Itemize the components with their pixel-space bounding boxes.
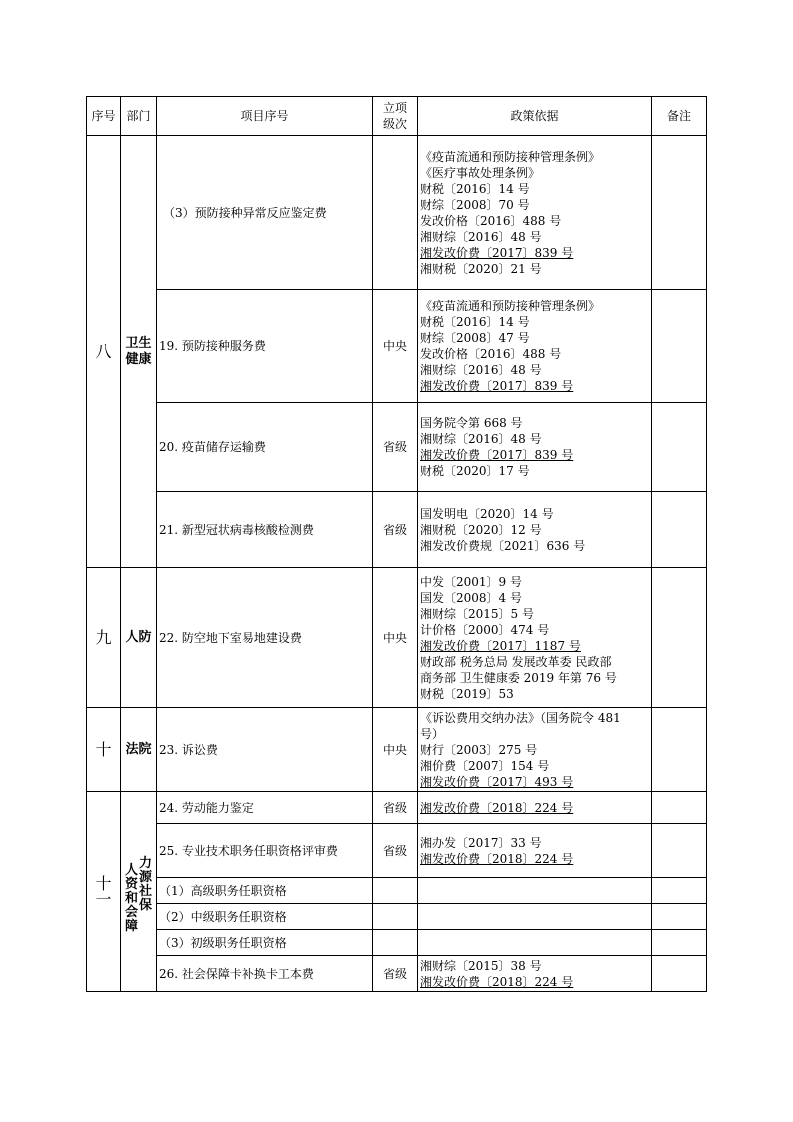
- level-cell: 省级: [373, 403, 418, 492]
- group-seq: 十: [87, 708, 121, 792]
- policy-cell: [418, 930, 652, 956]
- table-row: [87, 136, 707, 290]
- level-cell: [373, 930, 418, 956]
- dept-char: 源: [138, 869, 152, 885]
- policy-cell: [418, 708, 652, 792]
- group-dept: 人防: [121, 568, 157, 708]
- level-cell: 中央: [373, 290, 418, 403]
- level-cell: 省级: [373, 492, 418, 568]
- header-level: [373, 97, 418, 136]
- group-seq: 九: [87, 568, 121, 708]
- header-dept: 部门: [121, 97, 157, 136]
- policy-line: 财税〔2016〕14 号: [420, 315, 530, 329]
- table-row: [87, 878, 707, 904]
- note-cell: [652, 492, 707, 568]
- policy-cell: [418, 403, 652, 492]
- policy-cell: [418, 136, 652, 290]
- table-row: [87, 904, 707, 930]
- policy-line: 《医疗事故处理条例》: [420, 165, 541, 180]
- policy-line: 国务院令第 668 号: [420, 416, 523, 430]
- item-cell: （3）初级职务任职资格: [157, 930, 373, 956]
- item-cell: 24. 劳动能力鉴定: [157, 792, 373, 824]
- group-dept: 法院: [121, 708, 157, 792]
- policy-line: 《疫苗流通和预防接种管理条例》: [420, 149, 601, 164]
- header-row: [87, 97, 707, 136]
- dept-char: 资: [124, 876, 138, 892]
- dept-char: 人: [124, 862, 138, 878]
- note-cell: [652, 136, 707, 290]
- item-cell: （2）中级职务任职资格: [157, 904, 373, 930]
- level-cell: 省级: [373, 792, 418, 824]
- header-level-line2: 级次: [382, 117, 407, 131]
- header-level-line1: 立项: [382, 101, 407, 115]
- policy-line: 湘价费〔2007〕154 号: [420, 758, 550, 773]
- level-cell: 中央: [373, 708, 418, 792]
- table-row: [87, 403, 707, 492]
- policy-line: 国发明电〔2020〕14 号: [420, 506, 554, 521]
- policy-cell: [418, 956, 652, 992]
- policy-line: 湘发改价费〔2018〕224 号: [420, 974, 574, 989]
- note-cell: [652, 956, 707, 992]
- policy-cell: [418, 878, 652, 904]
- policy-cell: [418, 792, 652, 824]
- policy-line: 商务部 卫生健康委 2019 年第 76 号: [420, 670, 617, 685]
- policy-line: 湘财综〔2015〕5 号: [420, 606, 534, 621]
- policy-line: 财政部 税务总局 发展改革委 民政部: [420, 654, 612, 669]
- policy-line: 中发〔2001〕9 号: [420, 574, 522, 589]
- note-cell: [652, 403, 707, 492]
- policy-line: 发改价格〔2016〕488 号: [420, 347, 562, 361]
- policy-cell: [418, 824, 652, 878]
- item-cell: （1）高级职务任职资格: [157, 878, 373, 904]
- policy-line: 财税〔2016〕14 号: [420, 181, 530, 196]
- header-item: 项目序号: [157, 97, 373, 136]
- dept-char: 保: [138, 897, 152, 913]
- policy-line: 湘发改价费〔2018〕224 号: [420, 800, 574, 815]
- header-policy: 政策依据: [418, 97, 652, 136]
- policy-cell: [418, 290, 652, 403]
- dept-col-right: [139, 857, 153, 927]
- policy-line: 财综〔2008〕70 号: [420, 197, 530, 212]
- table-row: [87, 824, 707, 878]
- dept-char: 障: [124, 918, 138, 934]
- table-row: [87, 930, 707, 956]
- item-cell: 20. 疫苗储存运输费: [157, 403, 373, 492]
- policy-line: 湘发改价费〔2017〕1187 号: [420, 638, 581, 653]
- policy-line: 财综〔2008〕47 号: [420, 331, 530, 345]
- table-row: [87, 792, 707, 824]
- header-seq: 序号: [87, 97, 121, 136]
- policy-line: 国发〔2008〕4 号: [420, 590, 522, 605]
- fee-table: [86, 96, 707, 992]
- item-cell: 26. 社会保障卡补换卡工本费: [157, 956, 373, 992]
- policy-cell: [418, 568, 652, 708]
- level-cell: [373, 136, 418, 290]
- note-cell: [652, 568, 707, 708]
- note-cell: [652, 930, 707, 956]
- level-cell: 省级: [373, 824, 418, 878]
- policy-line: 湘财综〔2015〕38 号: [420, 958, 542, 973]
- dept-col-left: [125, 850, 139, 934]
- note-cell: [652, 708, 707, 792]
- policy-line: 湘办发〔2017〕33 号: [420, 835, 542, 850]
- note-cell: [652, 904, 707, 930]
- level-cell: [373, 904, 418, 930]
- dept-char: 会: [124, 904, 138, 920]
- policy-line: 湘发改价费〔2017〕839 号: [420, 245, 574, 260]
- policy-line: 湘发改价费〔2017〕839 号: [420, 448, 574, 462]
- level-cell: [373, 878, 418, 904]
- group-seq: 十一: [87, 792, 121, 992]
- policy-line: 湘财税〔2020〕12 号: [420, 522, 542, 537]
- policy-line: 号）: [420, 726, 445, 741]
- table-row: [87, 568, 707, 708]
- item-cell: 19. 预防接种服务费: [157, 290, 373, 403]
- item-cell: 21. 新型冠状病毒核酸检测费: [157, 492, 373, 568]
- table-row: [87, 492, 707, 568]
- group-dept: [121, 792, 157, 992]
- policy-line: 财行〔2003〕275 号: [420, 742, 538, 757]
- policy-line: 湘财税〔2020〕21 号: [420, 261, 542, 276]
- table-row: [87, 290, 707, 403]
- policy-line: 发改价格〔2016〕488 号: [420, 213, 562, 228]
- item-cell: 22. 防空地下室易地建设费: [157, 568, 373, 708]
- policy-cell: [418, 492, 652, 568]
- group-dept-line2: 健康: [125, 351, 152, 367]
- note-cell: [652, 290, 707, 403]
- note-cell: [652, 878, 707, 904]
- item-cell: 23. 诉讼费: [157, 708, 373, 792]
- header-note: 备注: [652, 97, 707, 136]
- group-dept: [121, 136, 157, 568]
- level-cell: 中央: [373, 568, 418, 708]
- note-cell: [652, 824, 707, 878]
- group-dept-line1: 卫生: [125, 335, 152, 351]
- note-cell: [652, 792, 707, 824]
- policy-line: 财税〔2020〕17 号: [420, 464, 530, 478]
- item-cell: 25. 专业技术职务任职资格评审费: [157, 824, 373, 878]
- dept-char: 社: [138, 883, 152, 899]
- policy-cell: [418, 904, 652, 930]
- level-cell: 省级: [373, 956, 418, 992]
- policy-line: 计价格〔2000〕474 号: [420, 622, 550, 637]
- policy-line: 湘财综〔2016〕48 号: [420, 363, 542, 377]
- policy-line: 湘发改价费〔2017〕839 号: [420, 379, 574, 393]
- policy-line: 湘发改价费规〔2021〕636 号: [420, 538, 586, 553]
- group-seq: 八: [87, 136, 121, 568]
- policy-line: 《疫苗流通和预防接种管理条例》: [420, 299, 601, 313]
- policy-line: 湘发改价费〔2018〕224 号: [420, 851, 574, 866]
- dept-char: 和: [124, 890, 138, 906]
- policy-line: 《诉讼费用交纳办法》（国务院令 481: [420, 710, 621, 725]
- policy-line: 湘财综〔2016〕48 号: [420, 432, 542, 446]
- policy-line: 湘财综〔2016〕48 号: [420, 229, 542, 244]
- table-row: [87, 708, 707, 792]
- dept-char: 力: [138, 855, 152, 871]
- table-row: [87, 956, 707, 992]
- item-cell: （3）预防接种异常反应鉴定费: [157, 136, 373, 290]
- policy-line: 湘发改价费〔2017〕493 号: [420, 774, 574, 789]
- policy-line: 财税〔2019〕53: [420, 686, 514, 701]
